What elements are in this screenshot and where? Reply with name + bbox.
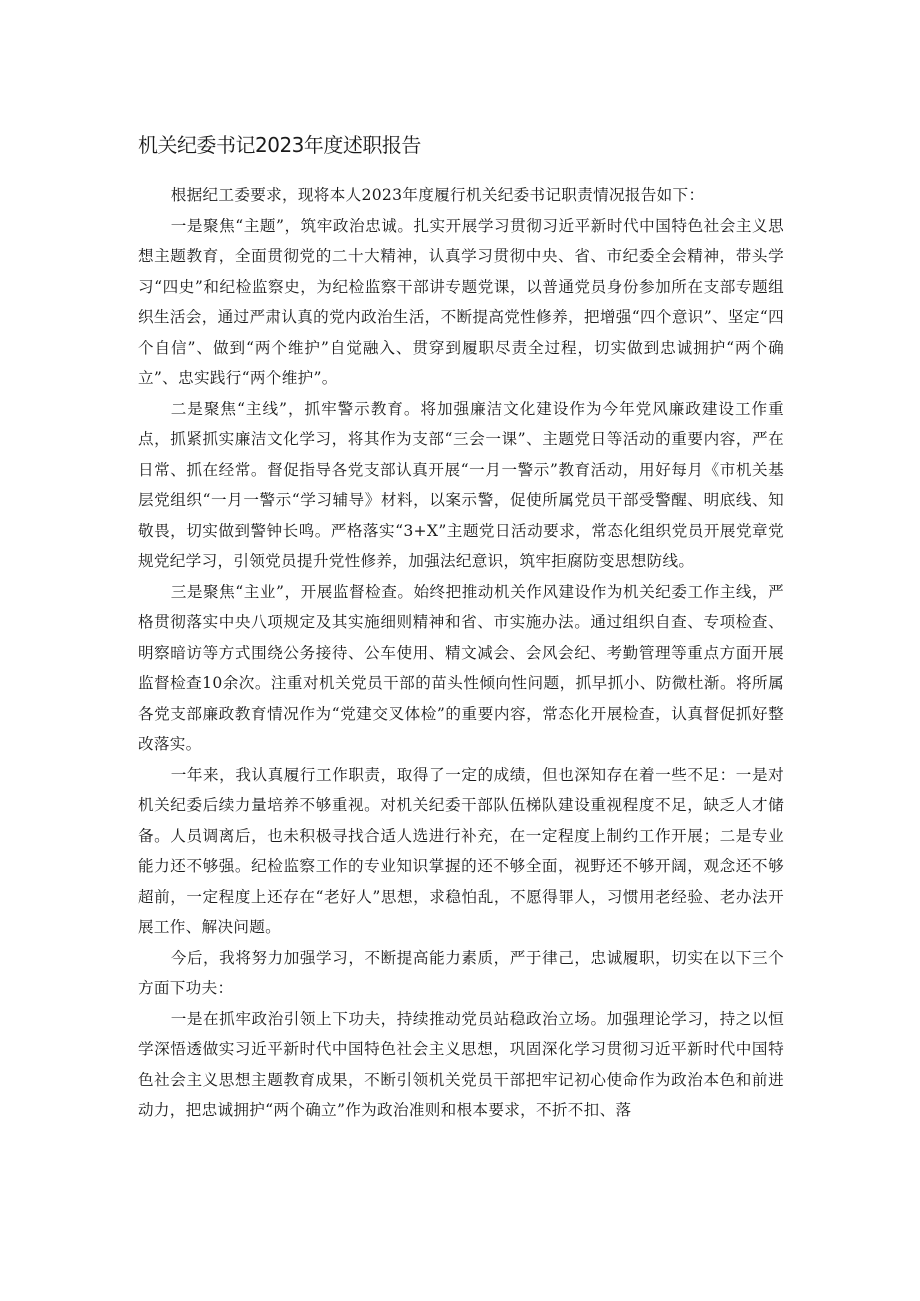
document-page [138,0,784,1301]
document-title: 机关纪委书记2023年度述职报告 [138,133,421,157]
paragraph-main-business: 三是聚焦“主业”，开展监督检查。始终把推动机关作风建设作为机关纪委工作主线，严格贯彻落实中央八项规定及其实施细则精神和省、市实施办法。通过组织自查、专项检查、明察暗访等方式围绕公务接待、公车使用、精文减会、会风会纪、考勤管理等重点方面开展监督检查10余次。注重对机关党员干部的苗头性倾向性问题，抓早抓小、防微杜渐。将所属各党支部廉政教育情况作为“党建交叉体检”的重要内容，常态化开展检查，认真督促抓好整改落实。 [138,582,784,753]
paragraph-theme: 一是聚焦“主题”，筑牢政治忠诚。扎实开展学习贯彻习近平新时代中国特色社会主义思想主题教育，全面贯彻党的二十大精神，认真学习贯彻中央、省、市纪委全会精神，带头学习“四史”和纪检监察史，为纪检监察干部讲专题党课，以普通党员身份参加所在支部专题组织生活会，通过严肃认真的党内政治生活，不断提高党性修养，把增强“四个意识”、坚定“四个自信”、做到“两个维护”自觉融入、贯穿到履职尽责全过程，切实做到忠诚拥护“两个确立”、忠实践行“两个维护”。 [138,216,784,387]
paragraph-shortcomings: 一年来，我认真履行工作职责，取得了一定的成绩，但也深知存在着一些不足：一是对机关纪委后续力量培养不够重视。对机关纪委干部队伍梯队建设重视程度不足，缺乏人才储备。人员调离后，也未积极寻找合适人选进行补充，在一定程度上制约工作开展；二是专业能力还不够强。纪检监察工作的专业知识掌握的还不够全面，视野还不够开阔，观念还不够超前，一定程度上还存在“老好人”思想，求稳怕乱，不愿得罪人，习惯用老经验、老办法开展工作、解决问题。 [138,765,784,936]
paragraph-future-plan: 今后，我将努力加强学习，不断提高能力素质，严于律己，忠诚履职，切实在以下三个方面下功夫： [138,948,784,997]
paragraph-intro: 根据纪工委要求，现将本人2023年度履行机关纪委书记职责情况报告如下： [170,186,705,204]
paragraph-political-guidance: 一是在抓牢政治引领上下功夫，持续推动党员站稳政治立场。加强理论学习，持之以恒学深悟透做实习近平新时代中国特色社会主义思想，巩固深化学习贯彻习近平新时代中国特色社会主义思想主题教育成果，不断引领机关党员干部把牢记初心使命作为政治本色和前进动力，把忠诚拥护“两个确立”作为政治准则和根本要求，不折不扣、落 [138,1009,784,1119]
paragraph-mainline: 二是聚焦“主线”，抓牢警示教育。将加强廉洁文化建设作为今年党风廉政建设工作重点，抓紧抓实廉洁文化学习，将其作为支部“三会一课”、主题党日等活动的重要内容，严在日常、抓在经常。督促指导各党支部认真开展“一月一警示”教育活动，用好每月《市机关基层党组织“一月一警示“学习辅导》材料，以案示警，促使所属党员干部受警醒、明底线、知敬畏，切实做到警钟长鸣。严格落实“3+X”主题党日活动要求，常态化组织党员开展党章党规党纪学习，引领党员提升党性修养，加强法纪意识，筑牢拒腐防变思想防线。 [138,399,784,570]
document-body [138,180,784,1126]
